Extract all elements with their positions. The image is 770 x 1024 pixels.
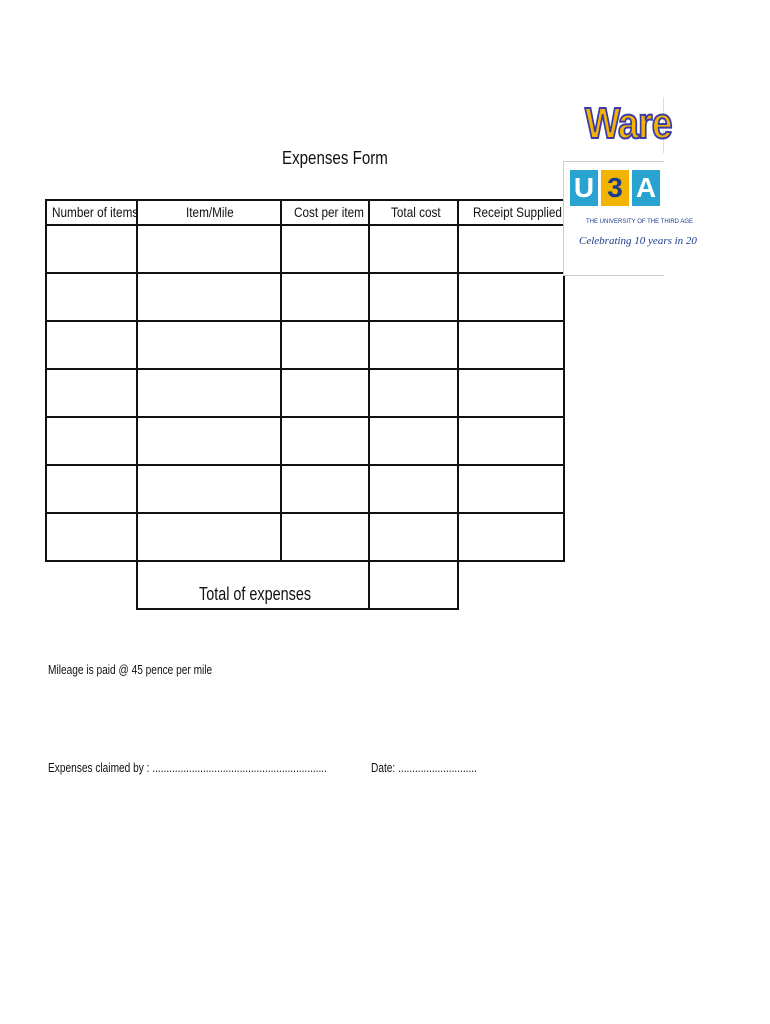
ware-wordmark: Ware	[585, 99, 672, 148]
row-divider	[45, 512, 565, 514]
row-divider	[45, 320, 565, 322]
col-border	[368, 199, 370, 610]
u3a-logo-panel	[563, 161, 697, 276]
form-title: Expenses Form	[282, 148, 388, 168]
u3a-subtitle: THE UNIVERSITY OF THE THIRD AGE	[586, 219, 694, 225]
u3a-letter-u: U	[570, 170, 598, 206]
u3a-tagline: Celebrating 10 years in 20	[579, 235, 697, 247]
col-border	[280, 199, 282, 562]
header-receipt-supplied: Receipt Supplied	[473, 204, 562, 220]
header-bottom-border	[45, 224, 565, 226]
col-border	[45, 199, 47, 562]
col-border	[136, 199, 138, 610]
u3a-letter-3: 3	[601, 170, 629, 206]
ware-u3a-logo	[563, 97, 697, 277]
row-divider	[45, 464, 565, 466]
total-of-expenses-label: Total of expenses	[199, 584, 312, 604]
total-row-bottom-border	[136, 608, 458, 610]
table-bottom-border	[45, 560, 565, 562]
header-total-cost: Total cost	[391, 204, 441, 220]
u3a-letter-a: A	[632, 170, 660, 206]
row-divider	[45, 272, 565, 274]
date-line: Date: ............................	[371, 760, 477, 775]
header-number-of-items: Number of items	[52, 204, 139, 220]
expenses-claimed-by-line: Expenses claimed by : ..............................................................	[48, 760, 327, 775]
table-top-border	[45, 199, 565, 201]
u3a-letters	[570, 170, 660, 206]
col-border	[457, 199, 459, 610]
row-divider	[45, 416, 565, 418]
header-cost-per-item: Cost per item	[294, 204, 364, 220]
row-divider	[45, 368, 565, 370]
header-item-mile: Item/Mile	[186, 204, 234, 220]
mileage-note: Mileage is paid @ 45 pence per mile	[48, 662, 213, 677]
ware-logo	[583, 97, 672, 153]
